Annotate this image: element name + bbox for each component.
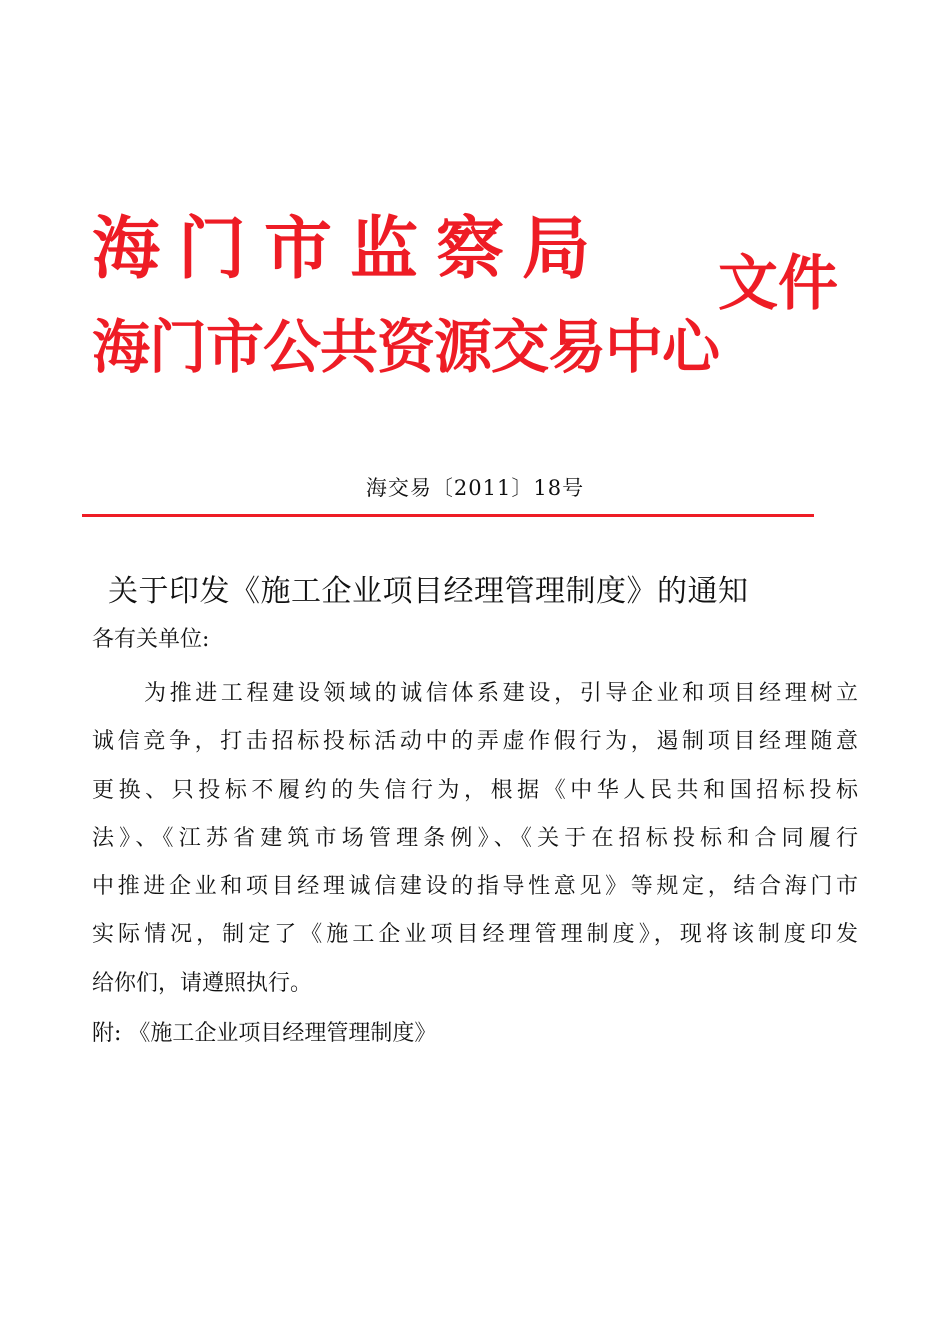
notice-title: 关于印发《施工企业项目经理管理制度》的通知 xyxy=(108,574,749,609)
issuer-name-public-resource-center: 海门市公共资源交易中心 xyxy=(92,313,720,381)
red-header-rule xyxy=(82,514,814,517)
body-line: 中推进企业和项目经理诚信建设的指导性意见》等规定，结合海门市 xyxy=(92,874,858,900)
body-line: 实际情况，制定了《施工企业项目经理管理制度》，现将该制度印发 xyxy=(92,922,858,948)
body-line: 法》、《江苏省建筑市场管理条例》、《关于在招标投标和合同履行 xyxy=(92,825,858,851)
notice-body xyxy=(92,670,858,1008)
issuer-name-supervision-bureau: 海门市监察局 xyxy=(92,210,609,289)
attachment-reference: 附: 《施工企业项目经理管理制度》 xyxy=(92,1021,437,1046)
body-line: 更换、只投标不履约的失信行为，根据《中华人民共和国招标投标 xyxy=(92,777,858,803)
document-number: 海交易〔2011〕18号 xyxy=(365,476,585,500)
document-type-label: 文件 xyxy=(718,249,838,319)
body-line: 给你们，请遵照执行。 xyxy=(92,970,313,996)
body-line: 诚信竞争，打击招标投标活动中的弄虚作假行为，遏制项目经理随意 xyxy=(92,729,858,755)
salutation: 各有关单位: xyxy=(92,627,210,652)
body-line: 为推进工程建设领域的诚信体系建设，引导企业和项目经理树立 xyxy=(144,681,858,706)
